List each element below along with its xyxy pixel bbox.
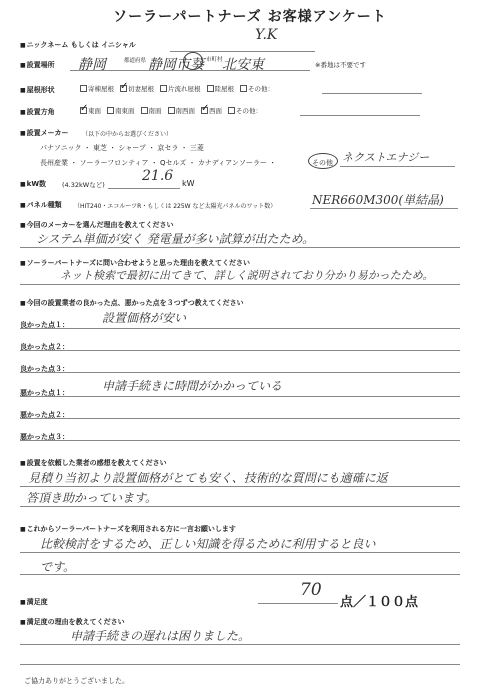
- checkbox[interactable]: [240, 85, 247, 92]
- kw-unit: kW: [182, 179, 195, 188]
- q-good-bad-label: ■ 今回の設置業者の良かった点、悪かった点を３つずつ教えてください: [20, 298, 244, 308]
- city-circle-mark: [183, 52, 203, 70]
- location-city-value: 静岡市葵: [148, 57, 204, 73]
- maker-label: ■ 設置メーカー: [20, 128, 69, 138]
- checkbox[interactable]: [107, 107, 114, 114]
- direction-option-south[interactable]: 南面: [141, 106, 162, 115]
- bad-point-1-answer: 申請手続きに時間がかかっている: [102, 379, 283, 393]
- good-point-1-answer: 設置価格が安い: [102, 311, 187, 325]
- q-maker-reason-underline: [20, 247, 460, 248]
- good-point-2-label: 良かった点２：: [20, 343, 69, 351]
- checkbox-checked[interactable]: [201, 107, 208, 114]
- location-pref-unit: 都道府県: [124, 58, 147, 64]
- q-satisfaction-reason-answer: 申請手続きの遅れは困りました。: [70, 629, 251, 643]
- roof-option-yosemune[interactable]: 寄棟屋根: [80, 84, 114, 93]
- q-message-label: ■ これからソーラーパートナーズを利用される方に一言お願いします: [20, 524, 236, 534]
- q-contact-reason-label: ■ ソーラーパートナーズに問い合わせようと思った理由を教えてください: [20, 258, 250, 268]
- maker-row2: 長州産業 ・ ソーラーフロンティア ・ Qセルズ ・ カナディアンソーラー ・: [40, 159, 277, 167]
- location-city-unit: 市町村: [206, 57, 223, 63]
- panel-label: ■ パネル種類: [20, 200, 62, 210]
- bad-point-2-underline: [20, 418, 460, 419]
- q-message-underline-2: [20, 574, 460, 575]
- nickname-value: Y.K: [255, 27, 278, 43]
- footer-thanks: ご協力ありがとうございました。: [24, 677, 129, 685]
- satisfaction-underline: [258, 603, 338, 604]
- checkbox[interactable]: [160, 85, 167, 92]
- q-contact-reason-answer: ネット検索で最初に出てきて、詳しく説明されており分かり易かったため。: [60, 269, 434, 282]
- roof-option-rikuyane[interactable]: 陸屋根: [207, 84, 235, 93]
- kw-underline: [108, 188, 180, 189]
- maker-other-underline: [340, 166, 455, 167]
- bad-point-1-underline: [20, 396, 460, 397]
- checkbox[interactable]: [80, 85, 87, 92]
- q-impression-answer-1: 見積り当初より設置価格がとても安く、技術的な質問にも適確に返: [28, 471, 388, 485]
- checkbox-checked[interactable]: [120, 85, 127, 92]
- panel-hint: （HIT240・エコルーツR・もしくは 225W など太陽光パネルのワット数）: [74, 203, 277, 210]
- good-point-1-label: 良かった点１：: [20, 321, 69, 329]
- good-point-3-underline: [20, 372, 460, 373]
- direction-other-underline: [300, 115, 420, 116]
- roof-shape-label: ■ 屋根形状: [20, 85, 55, 95]
- good-point-3-label: 良かった点３：: [20, 365, 69, 373]
- roof-option-katanagare[interactable]: 片流れ屋根: [160, 84, 201, 93]
- kw-label: ■ kW数: [20, 179, 46, 189]
- q-message-answer-1: 比較検討をするため、正しい知識を得るために利用すると良い: [40, 537, 376, 551]
- direction-option-west[interactable]: ✓ 西面: [201, 106, 222, 115]
- bad-point-3-underline: [20, 440, 460, 441]
- maker-other-label: その他: [312, 159, 333, 167]
- direction-option-east[interactable]: ✓ 東面: [80, 106, 101, 115]
- kw-value: 21.6: [142, 168, 174, 184]
- maker-hint: （以下の中からお選びください）: [82, 131, 173, 138]
- direction-option-other[interactable]: その他：: [228, 106, 262, 115]
- satisfaction-value: 70: [300, 580, 322, 600]
- roof-shape-options: [80, 84, 280, 93]
- location-area-value: 北安東: [222, 57, 264, 73]
- bad-point-1-label: 悪かった点１：: [20, 389, 69, 397]
- q-contact-reason-underline: [20, 284, 460, 285]
- panel-underline: [310, 208, 458, 209]
- q-maker-reason-answer: システム単価が安く 発電量が多い試算が出たため。: [36, 232, 315, 246]
- direction-label: ■ 設置方角: [20, 107, 55, 117]
- roof-option-kirizuma[interactable]: ✓ 切妻屋根: [120, 84, 154, 93]
- q-impression-answer-2: 答頂き助かっています。: [26, 491, 158, 505]
- roof-option-other[interactable]: その他：: [240, 84, 274, 93]
- q-satisfaction-reason-label: ■ 満足度の理由を教えてください: [20, 617, 125, 627]
- q-impression-underline-1: [20, 486, 460, 487]
- checkbox[interactable]: [228, 107, 235, 114]
- q-impression-label: ■ 設置を依頼した業者の感想を教えてください: [20, 458, 167, 468]
- checkbox[interactable]: [207, 85, 214, 92]
- q-satisfaction-reason-underline-2: [20, 664, 460, 665]
- form-title: ソーラーパートナーズ お客様アンケート: [113, 9, 387, 25]
- location-note: ※番地は不要です: [315, 61, 366, 69]
- bad-point-2-label: 悪かった点２：: [20, 411, 69, 419]
- direction-option-southwest[interactable]: 南西面: [168, 106, 196, 115]
- location-pref-value: 静岡: [78, 57, 106, 73]
- bad-point-3-label: 悪かった点３：: [20, 433, 69, 441]
- satisfaction-label: ■ 満足度: [20, 597, 48, 607]
- nickname-label: ■ ニックネーム もしくは イニシャル: [20, 40, 136, 50]
- q-message-answer-2: です。: [40, 560, 76, 574]
- q-satisfaction-reason-underline-1: [20, 644, 460, 645]
- kw-hint: (4.32kWなど): [62, 181, 105, 189]
- q-message-underline-1: [20, 552, 460, 553]
- checkbox-checked[interactable]: [80, 107, 87, 114]
- q-maker-reason-label: ■ 今回のメーカーを選んだ理由を教えてください: [20, 220, 174, 230]
- direction-options: [80, 106, 268, 115]
- location-label: ■ 設置場所: [20, 60, 55, 70]
- roof-other-underline: [322, 93, 422, 94]
- maker-other-value: ネクストエナジー: [342, 151, 430, 164]
- q-impression-underline-2: [20, 506, 460, 507]
- checkbox[interactable]: [141, 107, 148, 114]
- satisfaction-suffix: 点／１００点: [340, 595, 419, 610]
- good-point-2-underline: [20, 350, 460, 351]
- panel-value: NER660M300(単結晶): [312, 193, 444, 207]
- good-point-1-underline: [20, 328, 460, 329]
- checkbox[interactable]: [168, 107, 175, 114]
- maker-row1: パナソニック ・ 東芝 ・ シャープ ・ 京セラ ・ 三菱: [40, 144, 204, 152]
- location-underline: [70, 70, 310, 71]
- direction-option-southeast[interactable]: 南東面: [107, 106, 135, 115]
